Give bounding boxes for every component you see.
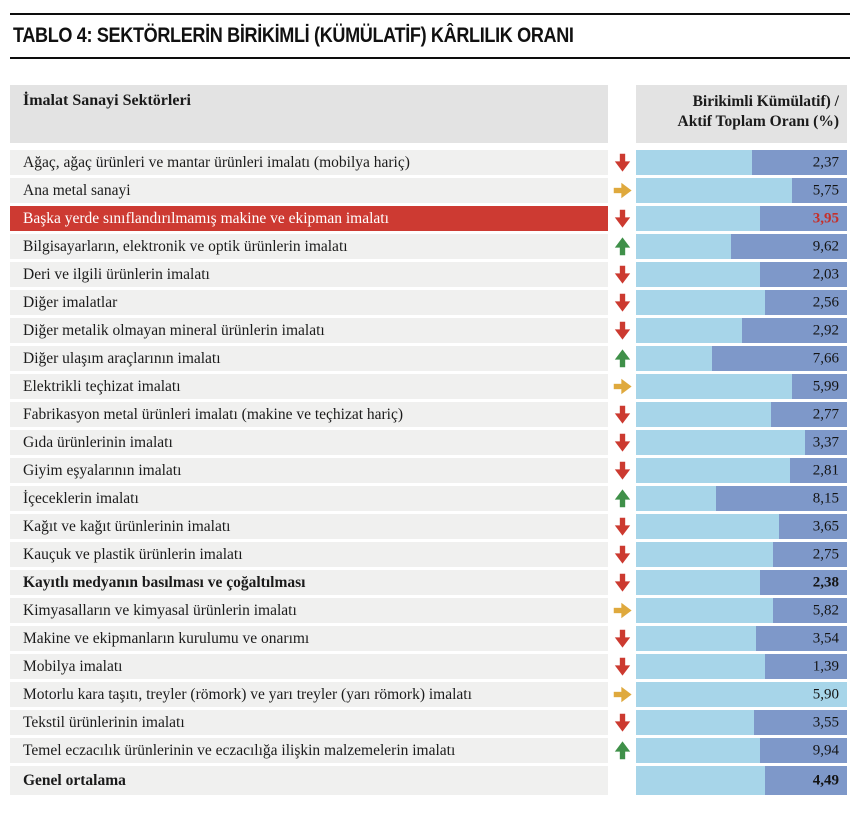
table-row xyxy=(10,710,850,735)
ratio-bar xyxy=(636,430,847,455)
table-row xyxy=(10,458,850,483)
ratio-bar xyxy=(636,682,847,707)
table-row xyxy=(10,570,850,595)
sector-label: Elektrikli teçhizat imalatı xyxy=(10,374,608,399)
table-body xyxy=(10,150,850,795)
ratio-value: 8,15 xyxy=(812,490,839,506)
arrow-down-icon xyxy=(608,514,636,539)
sector-label: Giyim eşyalarının imalatı xyxy=(10,458,608,483)
table-row xyxy=(10,626,850,651)
sector-label: Kayıtlı medyanın basılması ve çoğaltılması xyxy=(10,570,608,595)
bar-segment-light xyxy=(636,626,756,651)
ratio-bar xyxy=(636,262,847,287)
ratio-bar xyxy=(636,514,847,539)
ratio-bar xyxy=(636,178,847,203)
bar-segment-light xyxy=(636,374,792,399)
ratio-value: 9,62 xyxy=(812,238,839,254)
ratio-bar xyxy=(636,654,847,679)
sector-label: Mobilya imalatı xyxy=(10,654,608,679)
ratio-value: 7,66 xyxy=(812,350,839,366)
ratio-bar xyxy=(636,290,847,315)
bar-segment-light xyxy=(636,486,716,511)
ratio-value: 3,65 xyxy=(812,518,839,534)
sector-label: Ana metal sanayi xyxy=(10,178,608,203)
sector-label: Kauçuk ve plastik ürünlerin imalatı xyxy=(10,542,608,567)
header-ratio-line1: Birikimli Kümülatif) / xyxy=(692,93,839,110)
ratio-value: 2,77 xyxy=(812,406,839,422)
ratio-value: 2,03 xyxy=(812,266,839,282)
ratio-value: 5,82 xyxy=(812,602,839,618)
sector-label: Bilgisayarların, elektronik ve optik ürünlerin imalatı xyxy=(10,234,608,259)
arrow-right-icon xyxy=(608,178,636,203)
arrow-down-icon xyxy=(608,542,636,567)
sector-label: Ağaç, ağaç ürünleri ve mantar ürünleri imalatı (mobilya hariç) xyxy=(10,150,608,175)
ratio-bar xyxy=(636,402,847,427)
bar-segment-light xyxy=(636,262,760,287)
sector-label: Tekstil ürünlerinin imalatı xyxy=(10,710,608,735)
arrow-up-icon xyxy=(608,486,636,511)
sector-label: Kağıt ve kağıt ürünlerinin imalatı xyxy=(10,514,608,539)
arrow-down-icon xyxy=(608,430,636,455)
arrow-down-icon xyxy=(608,206,636,231)
bar-segment-light xyxy=(636,710,754,735)
ratio-value: 2,37 xyxy=(812,154,839,170)
arrow-down-icon xyxy=(608,626,636,651)
ratio-value: 2,81 xyxy=(812,462,839,478)
bar-segment-light xyxy=(636,206,760,231)
arrow-down-icon xyxy=(608,710,636,735)
ratio-value: 9,94 xyxy=(812,742,839,758)
table-row xyxy=(10,346,850,371)
sector-label: Gıda ürünlerinin imalatı xyxy=(10,430,608,455)
ratio-bar xyxy=(636,598,847,623)
table-row xyxy=(10,234,850,259)
sector-label: Diğer ulaşım araçlarının imalatı xyxy=(10,346,608,371)
header-ratio-label xyxy=(636,85,847,143)
ratio-bar xyxy=(636,318,847,343)
bar-segment-light xyxy=(636,738,760,763)
arrow-down-icon xyxy=(608,262,636,287)
table-row xyxy=(10,262,850,287)
ratio-bar xyxy=(636,738,847,763)
ratio-value: 2,56 xyxy=(812,294,839,310)
bar-segment-light xyxy=(636,290,765,315)
sector-label: Temel eczacılık ürünlerinin ve eczacılığa ilişkin malzemelerin imalatı xyxy=(10,738,608,763)
table-row xyxy=(10,150,850,175)
bar-segment-light xyxy=(636,458,790,483)
ratio-bar xyxy=(636,458,847,483)
arrow-down-icon xyxy=(608,570,636,595)
arrow-right-icon xyxy=(608,682,636,707)
ratio-value: 5,99 xyxy=(812,378,839,394)
header-sectors-label: İmalat Sanayi Sektörleri xyxy=(10,85,608,143)
sector-label: Diğer imalatlar xyxy=(10,290,608,315)
table-row xyxy=(10,374,850,399)
table-row xyxy=(10,402,850,427)
ratio-bar xyxy=(636,206,847,231)
arrow-down-icon xyxy=(608,654,636,679)
ratio-value: 1,39 xyxy=(812,658,839,674)
arrow-up-icon xyxy=(608,234,636,259)
ratio-value: 3,54 xyxy=(812,630,839,646)
table-row xyxy=(10,318,850,343)
bar-segment-light xyxy=(636,318,742,343)
bar-segment-light xyxy=(636,346,712,371)
ratio-value: 4,49 xyxy=(812,772,839,788)
sector-label: Diğer metalik olmayan mineral ürünlerin imalatı xyxy=(10,318,608,343)
arrow-down-icon xyxy=(608,150,636,175)
arrow-right-icon xyxy=(608,374,636,399)
arrow-down-icon xyxy=(608,402,636,427)
table-row xyxy=(10,766,850,795)
bar-segment-light xyxy=(636,514,779,539)
title-block xyxy=(10,13,850,59)
arrow-up-icon xyxy=(608,738,636,763)
ratio-bar xyxy=(636,766,847,795)
table-header xyxy=(10,85,850,143)
sector-label: Başka yerde sınıflandırılmamış makine ve ekipman imalatı xyxy=(10,206,608,231)
bar-segment-light xyxy=(636,430,805,455)
bar-segment-light xyxy=(636,178,792,203)
arrow-down-icon xyxy=(608,290,636,315)
table-row xyxy=(10,682,850,707)
bar-segment-light xyxy=(636,234,731,259)
table-row xyxy=(10,430,850,455)
bar-segment-light xyxy=(636,766,765,795)
table-row xyxy=(10,514,850,539)
bar-segment-light xyxy=(636,402,771,427)
arrow-down-icon xyxy=(608,318,636,343)
sector-label: Genel ortalama xyxy=(10,766,608,795)
arrow-up-icon xyxy=(608,346,636,371)
ratio-bar xyxy=(636,150,847,175)
ratio-value: 3,55 xyxy=(812,714,839,730)
ratio-bar xyxy=(636,374,847,399)
table-row xyxy=(10,542,850,567)
table-row xyxy=(10,486,850,511)
ratio-value: 3,95 xyxy=(812,210,839,226)
page-title: TABLO 4: SEKTÖRLERİN BİRİKİMLİ (KÜMÜLATİF) KÂRLILIK ORANI xyxy=(13,24,574,47)
table-row xyxy=(10,738,850,763)
table-row xyxy=(10,206,850,231)
ratio-value: 3,37 xyxy=(812,434,839,450)
ratio-bar xyxy=(636,234,847,259)
bar-segment-light xyxy=(636,570,760,595)
bar-segment-light xyxy=(636,150,752,175)
table-row xyxy=(10,290,850,315)
sector-label: Kimyasalların ve kimyasal ürünlerin imalatı xyxy=(10,598,608,623)
ratio-value: 2,92 xyxy=(812,322,839,338)
table-row xyxy=(10,654,850,679)
sector-label: İçeceklerin imalatı xyxy=(10,486,608,511)
ratio-bar xyxy=(636,486,847,511)
arrow-right-icon xyxy=(608,598,636,623)
header-gap xyxy=(608,85,636,143)
ratio-value: 5,75 xyxy=(812,182,839,198)
table-row xyxy=(10,178,850,203)
bar-segment-light xyxy=(636,598,773,623)
arrow-down-icon xyxy=(608,458,636,483)
ratio-bar xyxy=(636,710,847,735)
ratio-bar xyxy=(636,626,847,651)
ratio-bar xyxy=(636,346,847,371)
table-row xyxy=(10,598,850,623)
sector-label: Deri ve ilgili ürünlerin imalatı xyxy=(10,262,608,287)
bar-segment-light xyxy=(636,654,765,679)
sector-label: Motorlu kara taşıtı, treyler (römork) ve yarı treyler (yarı römork) imalatı xyxy=(10,682,608,707)
ratio-value: 2,75 xyxy=(812,546,839,562)
bar-segment-light xyxy=(636,542,773,567)
sector-label: Makine ve ekipmanların kurulumu ve onarımı xyxy=(10,626,608,651)
sector-label: Fabrikasyon metal ürünleri imalatı (makine ve teçhizat hariç) xyxy=(10,402,608,427)
header-ratio-line2: Aktif Toplam Oranı (%) xyxy=(677,113,839,131)
ratio-value: 2,38 xyxy=(812,574,839,590)
ratio-bar xyxy=(636,542,847,567)
no-trend-spacer xyxy=(608,766,636,795)
ratio-bar xyxy=(636,570,847,595)
ratio-value: 5,90 xyxy=(812,686,839,702)
